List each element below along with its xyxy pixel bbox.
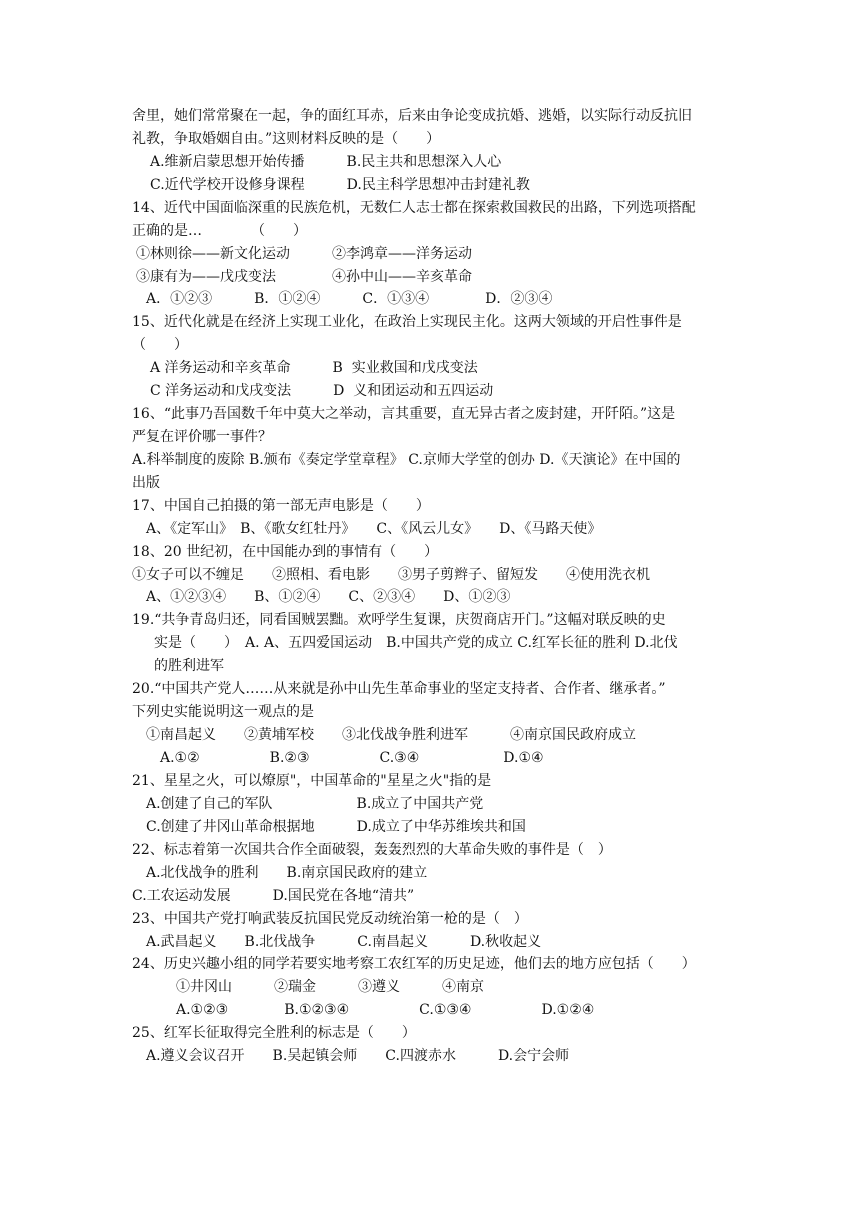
option-line: ③康有为——戊戌变法 ④孙中山——辛亥革命 xyxy=(136,269,472,285)
option-line: A.①②③ B.①②③④ C.①③④ D.①②④ xyxy=(176,1002,595,1018)
option-line: A.北伐战争的胜利 B.南京国民政府的建立 xyxy=(146,865,428,881)
question-24: 24、历史兴趣小组的同学若要实地考察工农红军的历史足迹，他们去的地方应包括（ ） xyxy=(132,956,696,972)
question-21: 21、星星之火，可以燎原"，中国革命的"星星之火"指的是 xyxy=(132,773,492,789)
option-line: A.创建了自己的军队 B.成立了中国共产党 xyxy=(146,796,484,812)
question-23: 23、中国共产党打响武装反抗国民党反动统治第一枪的是（ ） xyxy=(132,911,528,927)
question-16: 16、“此事乃吾国数千年中莫大之举动，言其重要，直无异古者之废封建，开阡陌。”这是 xyxy=(132,406,676,422)
option-line: ①林则徐——新文化运动 ②李鸿章——洋务运动 xyxy=(136,246,472,262)
question-17: 17、中国自己拍摄的第一部无声电影是（ ） xyxy=(132,498,430,514)
option-line: 实是（ ） A. A、五四爱国运动 B.中国共产党的成立 C.红军长征的胜利 D.北伐 xyxy=(154,635,678,651)
option-line: C.近代学校开设修身课程 D.民主科学思想冲击封建礼教 xyxy=(150,177,530,193)
option-line: ①南昌起义 ②黄埔军校 ③北伐战争胜利进军 ④南京国民政府成立 xyxy=(146,727,636,743)
option-line: A．①②③ B．①②④ C．①③④ D．②③④ xyxy=(146,291,553,307)
question-15: 15、近代化就是在经济上实现工业化，在政治上实现民主化。这两大领域的开启性事件是 xyxy=(132,314,682,330)
option-line: A.科举制度的废除 B.颁布《奏定学堂章程》 C.京师大学堂的创办 D.《天演论》在中国的 xyxy=(132,452,681,468)
option-line: C.创建了井冈山革命根据地 D.成立了中华苏维埃共和国 xyxy=(146,819,526,835)
text-line: 的胜利进军 xyxy=(154,658,224,674)
option-line: ①女子可以不缠足 ②照相、看电影 ③男子剪辫子、留短发 ④使用洗衣机 xyxy=(132,567,650,583)
question-22: 22、标志着第一次国共合作全面破裂，轰轰烈烈的大革命失败的事件是（ ） xyxy=(132,842,612,858)
option-line: A.①② B.②③ C.③④ D.①④ xyxy=(160,750,544,766)
text-line: 出版 xyxy=(132,475,160,491)
option-line: A.维新启蒙思想开始传播 B.民主共和思想深入人心 xyxy=(150,154,502,170)
option-line: A.武昌起义 B.北伐战争 C.南昌起义 D.秋收起义 xyxy=(146,934,542,950)
text-line: 舍里，她们常常聚在一起，争的面红耳赤，后来由争论变成抗婚、逃婚，以实际行动反抗旧 xyxy=(132,108,692,124)
question-14: 14、近代中国面临深重的民族危机，无数仁人志士都在探索救国救民的出路，下列选项搭配 xyxy=(132,200,696,216)
question-18: 18、20 世纪初，在中国能办到的事情有（ ） xyxy=(132,544,439,560)
question-20: 20.“中国共产党人……从来就是孙中山先生革命事业的坚定支持者、合作者、继承者。” xyxy=(132,681,666,697)
text-line: 严复在评价哪一事件？ xyxy=(132,429,272,445)
text-line: 礼教，争取婚姻自由。”这则材料反映的是（ ） xyxy=(132,131,441,147)
question-19: 19.“共争青岛归还，同看国贼罢黜。欢呼学生复课，庆贺商店开门。”这幅对联反映的史 xyxy=(132,612,666,628)
text-line: 正确的是… （ ） xyxy=(132,223,307,239)
question-25: 25、红军长征取得完全胜利的标志是（ ） xyxy=(132,1025,416,1041)
text-line: 下列史实能说明这一观点的是 xyxy=(132,704,314,720)
option-line: A、①②③④ B、①②④ C、②③④ D、①②③ xyxy=(146,589,511,605)
text-line: （ ） xyxy=(132,337,188,353)
option-line: A、《定军山》 B、《歌女红牡丹》 C、《风云儿女》 D、《马路天使》 xyxy=(146,521,602,537)
option-line: A 洋务运动和辛亥革命 B 实业救国和戊戌变法 xyxy=(150,360,478,376)
option-line: C.工农运动发展 D.国民党在各地“清共” xyxy=(132,888,415,904)
option-line: ①井冈山 ②瑞金 ③遵义 ④南京 xyxy=(176,979,484,995)
option-line: A.遵义会议召开 B.吴起镇会师 C.四渡赤水 D.会宁会师 xyxy=(146,1048,570,1064)
option-line: C 洋务运动和戊戌变法 D 义和团运动和五四运动 xyxy=(150,383,494,399)
